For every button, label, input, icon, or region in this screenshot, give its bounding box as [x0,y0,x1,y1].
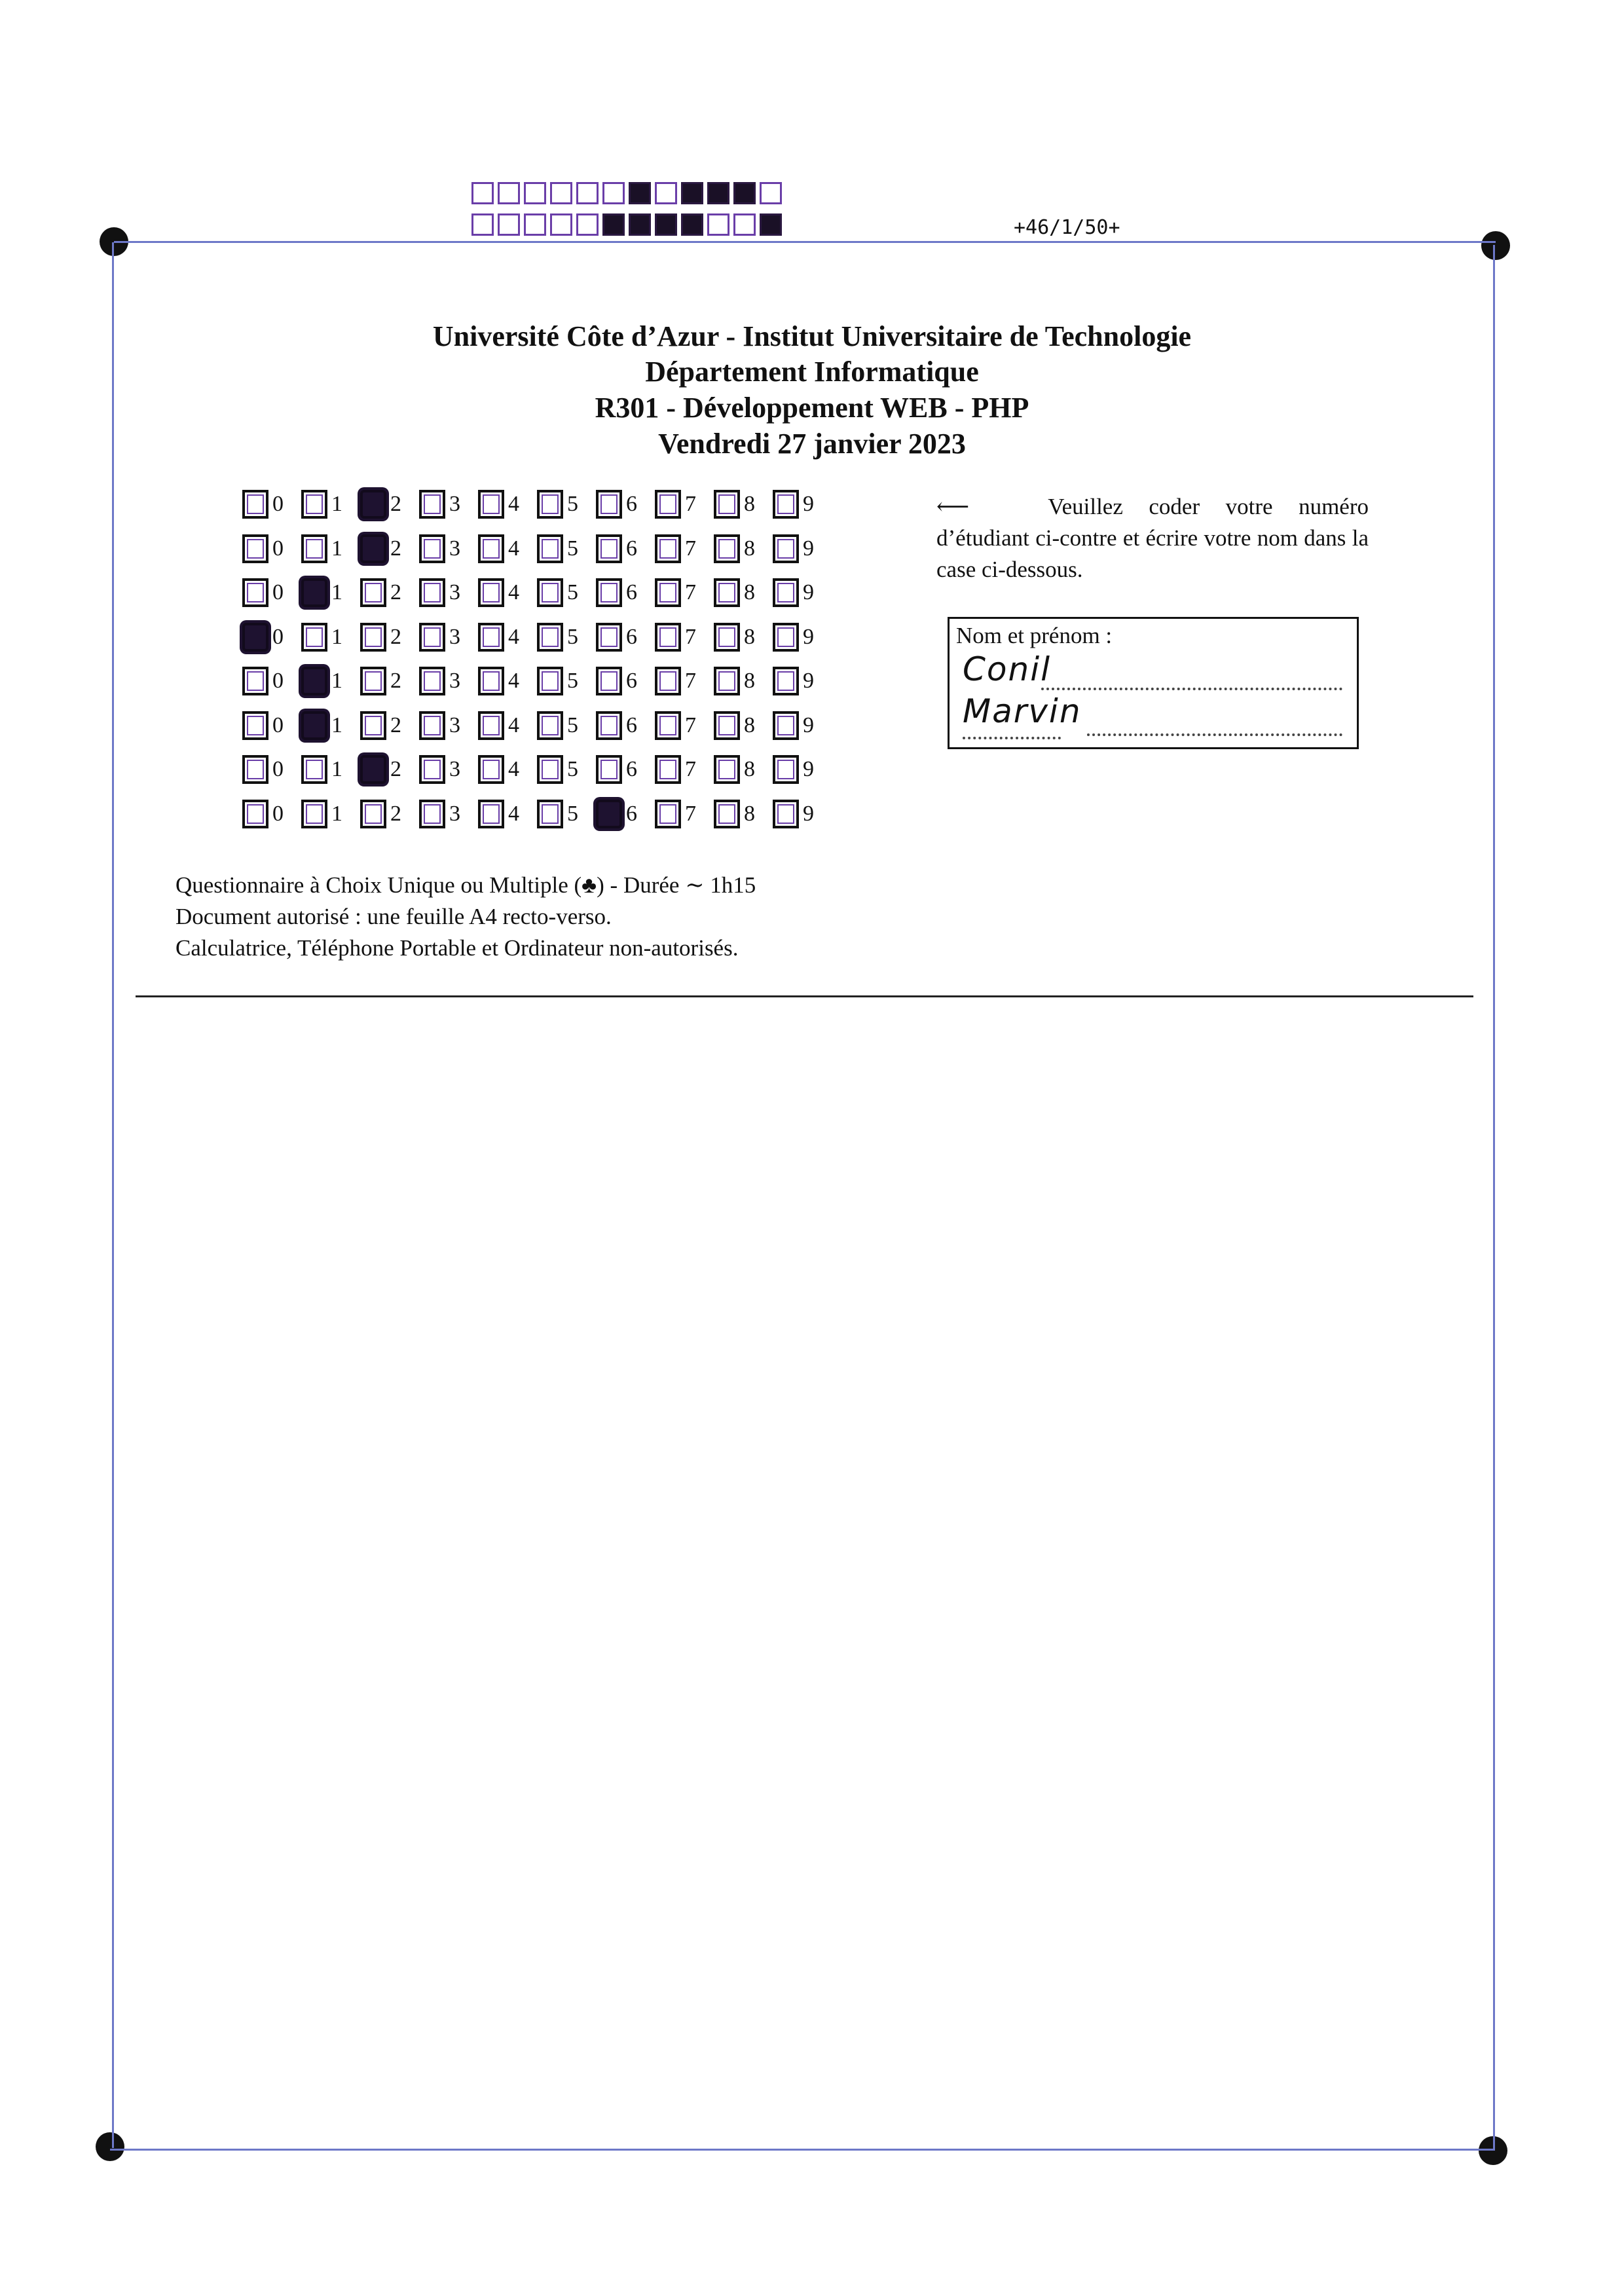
digit-checkbox[interactable] [537,667,563,695]
frame-right [1493,245,1495,2151]
digit-label: 7 [685,580,696,604]
digit-checkbox[interactable] [301,800,327,828]
digit-option[interactable] [478,709,537,743]
digit-checkbox[interactable] [596,755,622,784]
digit-label: 9 [803,757,814,781]
digit-checkbox[interactable] [655,578,681,607]
digit-option[interactable] [478,487,537,521]
digit-checkbox[interactable] [714,800,740,828]
digit-option[interactable] [478,664,537,698]
digit-label: 7 [685,492,696,516]
digit-option[interactable] [596,709,655,743]
digit-checkbox[interactable] [714,623,740,652]
digit-label: 2 [390,580,401,604]
digit-checkbox[interactable] [478,534,504,563]
digit-checkbox[interactable] [478,755,504,784]
digit-checkbox[interactable] [419,578,445,607]
binary-code-row-2-box [629,213,651,236]
instructions-text: Veuillez coder votre numéro d’étudiant ci-contre et écrire votre nom dans la case ci-dessous. [936,494,1369,582]
digit-option[interactable] [773,797,832,831]
student-number-row [242,532,832,566]
digit-checkbox[interactable] [714,667,740,695]
digit-label: 9 [803,492,814,516]
digit-label: 4 [508,669,519,693]
digit-label: 0 [272,669,284,693]
digit-checkbox-filled[interactable] [360,534,386,563]
digit-label: 9 [803,536,814,561]
digit-label: 3 [449,492,460,516]
digit-checkbox[interactable] [714,711,740,740]
digit-option[interactable] [419,532,478,566]
digit-label: 1 [331,669,342,693]
student-number-instructions [936,491,1369,585]
digit-option[interactable] [242,752,301,787]
digit-label: 5 [567,536,578,561]
digit-option[interactable] [537,752,596,787]
digit-option[interactable] [242,576,301,610]
digit-option[interactable] [419,487,478,521]
digit-option[interactable] [655,752,714,787]
digit-label: 4 [508,536,519,561]
digit-option[interactable] [773,664,832,698]
digit-label: 3 [449,757,460,781]
digit-label: 7 [685,624,696,649]
digit-option[interactable] [714,664,773,698]
digit-label: 7 [685,801,696,826]
digit-option[interactable] [596,576,655,610]
digit-checkbox[interactable] [242,667,268,695]
digit-checkbox[interactable] [596,623,622,652]
digit-checkbox[interactable] [537,578,563,607]
digit-label: 8 [744,757,755,781]
binary-code-row-2 [471,213,786,238]
digit-option[interactable] [714,709,773,743]
digit-checkbox[interactable] [773,711,799,740]
digit-label: 7 [685,669,696,693]
digit-option[interactable] [655,532,714,566]
digit-option[interactable] [301,752,360,787]
binary-code-row-1-box [498,182,520,204]
digit-label: 7 [685,757,696,781]
digit-option[interactable] [478,576,537,610]
digit-option[interactable] [655,576,714,610]
digit-label: 5 [567,580,578,604]
digit-label: 3 [449,624,460,649]
digit-checkbox[interactable] [655,800,681,828]
digit-label: 2 [390,624,401,649]
digit-label: 0 [272,492,284,516]
digit-label: 9 [803,669,814,693]
frame-left [112,242,114,2148]
handwritten-last-name: Conil [963,650,1051,688]
digit-checkbox[interactable] [773,755,799,784]
digit-option[interactable] [537,709,596,743]
binary-code-row-2-box [655,213,677,236]
student-number-row [242,797,832,831]
name-dotted-line-1 [1041,688,1342,690]
digit-checkbox[interactable] [655,490,681,519]
digit-option[interactable] [360,664,419,698]
digit-option[interactable] [714,620,773,654]
binary-code-row-1-box [655,182,677,204]
digit-checkbox[interactable] [714,755,740,784]
digit-label: 7 [685,536,696,561]
digit-option[interactable] [773,487,832,521]
digit-option[interactable] [419,709,478,743]
digit-checkbox[interactable] [419,623,445,652]
digit-label: 2 [390,757,401,781]
digit-checkbox[interactable] [537,623,563,652]
digit-option[interactable] [419,752,478,787]
digit-option[interactable] [360,620,419,654]
digit-option[interactable] [537,664,596,698]
digit-checkbox[interactable] [478,490,504,519]
digit-label: 5 [567,757,578,781]
binary-code-row-2-box [550,213,572,236]
digit-option[interactable] [242,664,301,698]
digit-label: 2 [390,669,401,693]
digit-checkbox[interactable] [773,623,799,652]
digit-checkbox[interactable] [655,667,681,695]
digit-label: 2 [390,713,401,737]
digit-checkbox[interactable] [714,578,740,607]
binary-code-row-1-box [471,182,494,204]
digit-checkbox-filled[interactable] [242,623,268,652]
digit-checkbox[interactable] [596,578,622,607]
digit-checkbox[interactable] [714,490,740,519]
digit-label: 4 [508,624,519,649]
digit-label: 0 [272,624,284,649]
digit-label: 5 [567,801,578,826]
digit-label: 1 [331,580,342,604]
digit-checkbox[interactable] [242,490,268,519]
digit-label: 4 [508,713,519,737]
digit-checkbox[interactable] [242,578,268,607]
digit-option[interactable] [301,487,360,521]
digit-option[interactable] [655,487,714,521]
digit-option[interactable] [714,797,773,831]
digit-checkbox[interactable] [655,755,681,784]
digit-option[interactable] [360,709,419,743]
digit-option[interactable] [596,664,655,698]
digit-label: 4 [508,801,519,826]
digit-option[interactable] [478,532,537,566]
digit-option[interactable] [360,532,419,566]
digit-checkbox[interactable] [419,755,445,784]
binary-code-row-1-box [576,182,599,204]
digit-option[interactable] [478,797,537,831]
exam-info-format: Questionnaire à Choix Unique ou Multiple (♣) - Durée ∼ 1h15 [175,872,756,898]
binary-code-row-2-box [471,213,494,236]
digit-checkbox-filled[interactable] [301,578,327,607]
digit-label: 3 [449,801,460,826]
binary-code-row-1-box [550,182,572,204]
digit-label: 3 [449,580,460,604]
frame-bottom [110,2149,1493,2151]
digit-checkbox[interactable] [360,800,386,828]
digit-option[interactable] [714,487,773,521]
digit-option[interactable] [419,620,478,654]
header-university: Université Côte d’Azur - Institut Universitaire de Technologie [432,320,1192,352]
digit-label: 1 [331,713,342,737]
digit-label: 6 [626,669,637,693]
name-box[interactable] [948,617,1359,749]
digit-checkbox[interactable] [360,623,386,652]
name-label: Nom et prénom : [956,623,1113,648]
section-divider [136,995,1473,997]
digit-checkbox[interactable] [537,534,563,563]
page-code: +46/1/50+ [1014,216,1120,239]
binary-code-row-2-box [524,213,546,236]
digit-option[interactable] [419,797,478,831]
digit-option[interactable] [596,487,655,521]
digit-checkbox[interactable] [773,578,799,607]
digit-label: 8 [744,536,755,561]
student-number-row [242,664,832,698]
digit-checkbox[interactable] [419,534,445,563]
digit-option[interactable] [419,576,478,610]
digit-checkbox[interactable] [655,534,681,563]
digit-label: 0 [272,757,284,781]
binary-code-row-1-box [733,182,756,204]
digit-label: 3 [449,536,460,561]
digit-option[interactable] [655,620,714,654]
binary-code-row-2-box [576,213,599,236]
digit-label: 1 [331,492,342,516]
digit-option[interactable] [419,664,478,698]
digit-option[interactable] [596,532,655,566]
digit-label: 0 [272,713,284,737]
digit-label: 8 [744,580,755,604]
binary-code-row-2-box [681,213,703,236]
digit-checkbox-filled[interactable] [360,490,386,519]
frame-top [114,241,1496,243]
corner-mark-top-right [1481,231,1510,260]
digit-label: 2 [390,801,401,826]
digit-checkbox[interactable] [419,490,445,519]
digit-label: 0 [272,536,284,561]
binary-code-row-1-box [760,182,782,204]
digit-label: 6 [626,801,637,826]
digit-checkbox[interactable] [360,711,386,740]
binary-code-row-1-box [707,182,729,204]
binary-code-row-2-box [498,213,520,236]
digit-label: 2 [390,536,401,561]
digit-checkbox[interactable] [301,534,327,563]
binary-code-row-2-box [602,213,625,236]
binary-code-row-1-box [629,182,651,204]
digit-checkbox[interactable] [773,490,799,519]
digit-option[interactable] [537,620,596,654]
digit-option[interactable] [360,752,419,787]
digit-label: 2 [390,492,401,516]
digit-label: 4 [508,757,519,781]
digit-checkbox[interactable] [655,711,681,740]
digit-option[interactable] [301,532,360,566]
exam-info-documents: Document autorisé : une feuille A4 recto-verso. [175,904,612,929]
digit-label: 8 [744,624,755,649]
digit-label: 6 [626,624,637,649]
digit-checkbox[interactable] [773,534,799,563]
digit-label: 8 [744,713,755,737]
digit-option[interactable] [714,752,773,787]
digit-checkbox[interactable] [419,711,445,740]
digit-option[interactable] [537,576,596,610]
digit-option[interactable] [242,487,301,521]
digit-label: 3 [449,713,460,737]
digit-checkbox[interactable] [478,711,504,740]
digit-label: 8 [744,801,755,826]
digit-checkbox[interactable] [360,667,386,695]
digit-checkbox[interactable] [242,534,268,563]
digit-checkbox-filled[interactable] [301,711,327,740]
exam-info-devices: Calculatrice, Téléphone Portable et Ordinateur non-autorisés. [175,935,739,961]
name-dotted-line-2 [1087,733,1342,736]
digit-option[interactable] [655,664,714,698]
digit-checkbox[interactable] [478,623,504,652]
digit-checkbox[interactable] [537,800,563,828]
digit-checkbox[interactable] [242,711,268,740]
binary-code-row-1 [471,182,786,207]
digit-checkbox[interactable] [242,755,268,784]
digit-option[interactable] [655,797,714,831]
digit-checkbox[interactable] [596,534,622,563]
digit-label: 8 [744,492,755,516]
header-date: Vendredi 27 janvier 2023 [658,428,966,460]
digit-label: 6 [626,580,637,604]
digit-label: 5 [567,624,578,649]
digit-option[interactable] [773,752,832,787]
digit-option[interactable] [242,532,301,566]
digit-option[interactable] [773,620,832,654]
digit-option[interactable] [537,797,596,831]
digit-option[interactable] [301,576,360,610]
binary-code-row-2-box [707,213,729,236]
digit-label: 6 [626,492,637,516]
corner-mark-bottom-left [96,2132,124,2161]
digit-label: 5 [567,713,578,737]
digit-option[interactable] [242,709,301,743]
digit-checkbox[interactable] [537,755,563,784]
digit-label: 0 [272,801,284,826]
digit-option[interactable] [360,576,419,610]
digit-checkbox-filled[interactable] [596,800,622,828]
digit-option[interactable] [301,709,360,743]
digit-checkbox[interactable] [419,800,445,828]
digit-option[interactable] [301,664,360,698]
student-number-row [242,576,832,610]
digit-label: 0 [272,580,284,604]
digit-label: 4 [508,492,519,516]
digit-option[interactable] [537,532,596,566]
binary-code-row-2-box [760,213,782,236]
digit-checkbox[interactable] [596,711,622,740]
digit-checkbox[interactable] [301,490,327,519]
digit-label: 6 [626,757,637,781]
binary-code-row-1-box [524,182,546,204]
digit-option[interactable] [301,797,360,831]
header-course: R301 - Développement WEB - PHP [595,392,1029,424]
digit-label: 9 [803,580,814,604]
digit-option[interactable] [596,752,655,787]
digit-option[interactable] [537,487,596,521]
name-dotted-underline [963,737,1061,739]
digit-option[interactable] [242,797,301,831]
handwritten-first-name: Marvin [963,692,1082,730]
digit-checkbox[interactable] [714,534,740,563]
binary-code-row-1-box [602,182,625,204]
digit-checkbox[interactable] [419,667,445,695]
digit-option[interactable] [596,620,655,654]
digit-label: 5 [567,669,578,693]
digit-label: 3 [449,669,460,693]
digit-option[interactable] [714,532,773,566]
digit-checkbox[interactable] [478,667,504,695]
digit-option[interactable] [773,576,832,610]
digit-checkbox[interactable] [360,578,386,607]
digit-checkbox[interactable] [773,667,799,695]
digit-checkbox[interactable] [242,800,268,828]
digit-option[interactable] [360,797,419,831]
digit-label: 6 [626,536,637,561]
digit-checkbox-filled[interactable] [301,667,327,695]
digit-option[interactable] [360,487,419,521]
digit-checkbox[interactable] [478,578,504,607]
digit-checkbox[interactable] [596,667,622,695]
digit-checkbox[interactable] [537,490,563,519]
student-number-row [242,752,832,787]
digit-checkbox[interactable] [478,800,504,828]
digit-label: 4 [508,580,519,604]
header-department: Département Informatique [645,356,979,388]
digit-label: 5 [567,492,578,516]
digit-label: 1 [331,801,342,826]
digit-checkbox[interactable] [301,623,327,652]
digit-option[interactable] [242,620,301,654]
digit-option[interactable] [596,797,655,831]
digit-checkbox[interactable] [773,800,799,828]
student-number-row [242,487,832,521]
digit-label: 1 [331,536,342,561]
digit-option[interactable] [714,576,773,610]
digit-checkbox[interactable] [655,623,681,652]
digit-checkbox[interactable] [596,490,622,519]
left-arrow-icon: ⟵ [936,494,970,519]
digit-option[interactable] [478,620,537,654]
binary-code-row-1-box [681,182,703,204]
digit-option[interactable] [773,709,832,743]
digit-label: 6 [626,713,637,737]
digit-label: 7 [685,713,696,737]
student-number-row [242,620,832,654]
digit-option[interactable] [301,620,360,654]
digit-label: 9 [803,624,814,649]
digit-label: 9 [803,713,814,737]
binary-code-row-2-box [733,213,756,236]
digit-checkbox-filled[interactable] [360,755,386,784]
digit-checkbox[interactable] [537,711,563,740]
digit-label: 8 [744,669,755,693]
digit-option[interactable] [655,709,714,743]
digit-option[interactable] [478,752,537,787]
digit-label: 1 [331,757,342,781]
digit-option[interactable] [773,532,832,566]
digit-label: 1 [331,624,342,649]
digit-checkbox[interactable] [301,755,327,784]
digit-label: 9 [803,801,814,826]
student-number-row [242,709,832,743]
